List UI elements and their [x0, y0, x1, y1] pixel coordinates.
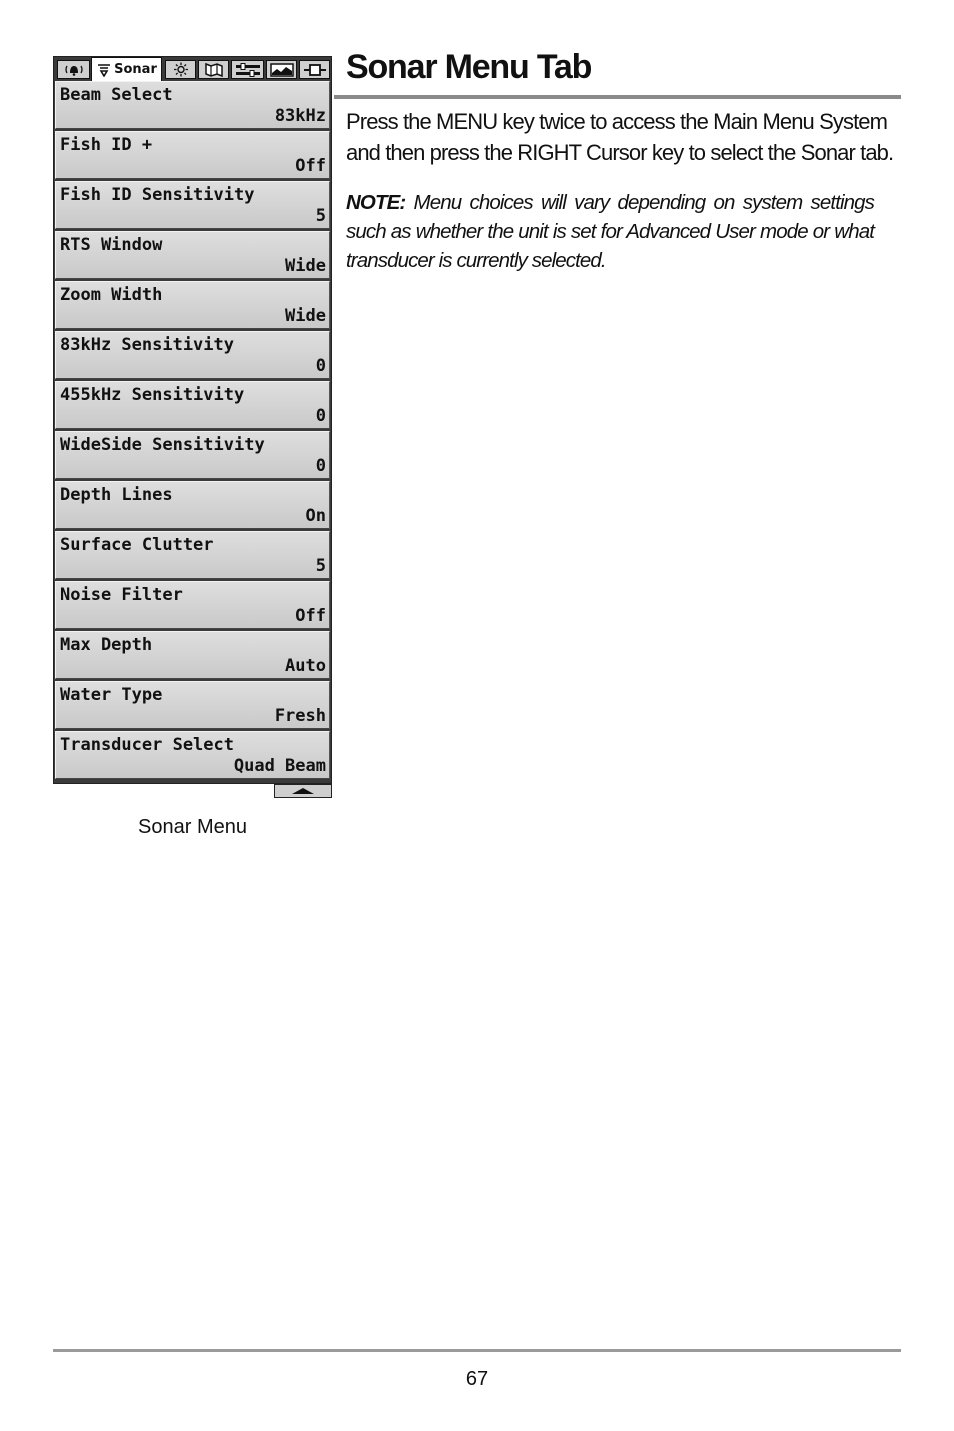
- menu-item-value: 0: [315, 356, 326, 376]
- tab-setup[interactable]: [231, 60, 264, 79]
- footer-divider: [53, 1349, 901, 1352]
- sonar-menu-panel: [53, 56, 332, 784]
- menu-item-label: Depth Lines: [60, 485, 173, 505]
- tab-sonar-label: Sonar: [114, 62, 157, 77]
- menu-item-value: 5: [315, 206, 326, 226]
- menu-item-value: 5: [315, 556, 326, 576]
- menu-item-value: Off: [295, 156, 326, 176]
- menu-item-fish-id-sensitivity[interactable]: [55, 181, 330, 229]
- menu-item-value: Fresh: [274, 706, 326, 726]
- menu-item-wideside-sensitivity[interactable]: [55, 431, 330, 479]
- note-label: NOTE:: [346, 191, 406, 214]
- setup-icon: [235, 63, 261, 77]
- menu-item-label: Transducer Select: [60, 735, 234, 755]
- menu-item-value: Off: [295, 606, 326, 626]
- menu-item-beam-select[interactable]: [55, 81, 330, 129]
- menu-item-value: On: [305, 506, 326, 526]
- navigation-icon: [204, 63, 224, 77]
- intro-paragraph: Press the MENU key twice to access the Main Menu System and then press the RIGHT Cursor key to select the Sonar tab.: [346, 109, 894, 165]
- scroll-up-arrow-icon: [292, 788, 314, 794]
- menu-item-value: Auto: [285, 656, 326, 676]
- menu-item-label: Fish ID +: [60, 135, 153, 155]
- menu-item-label: Fish ID Sensitivity: [60, 185, 255, 205]
- menu-item-label: Max Depth: [60, 635, 153, 655]
- menu-item-fish-id-plus[interactable]: [55, 131, 330, 179]
- accessories-icon: [303, 63, 327, 77]
- tab-views[interactable]: [266, 60, 297, 79]
- menu-item-value: Wide: [285, 306, 326, 326]
- menu-item-zoom-width[interactable]: [55, 281, 330, 329]
- note-paragraph: [346, 188, 874, 275]
- scroll-up-button[interactable]: [274, 784, 332, 798]
- figure-caption: Sonar Menu: [138, 816, 247, 838]
- menu-item-water-type[interactable]: [55, 681, 330, 729]
- menu-item-list: [53, 81, 332, 784]
- page-number: 67: [465, 1368, 489, 1390]
- heading-divider: [334, 95, 901, 99]
- menu-item-label: Noise Filter: [60, 585, 183, 605]
- menu-item-label: RTS Window: [60, 235, 163, 255]
- tab-accessories[interactable]: [299, 60, 330, 79]
- menu-item-label: Beam Select: [60, 85, 173, 105]
- menu-item-label: 455kHz Sensitivity: [60, 385, 245, 405]
- alarm-icon: [62, 63, 86, 76]
- menu-item-label: Water Type: [60, 685, 163, 705]
- menu-item-label: Zoom Width: [60, 285, 163, 305]
- menu-item-83khz-sensitivity[interactable]: [55, 331, 330, 379]
- menu-tab-bar: [53, 56, 332, 81]
- menu-item-value: Wide: [285, 256, 326, 276]
- tab-alarms[interactable]: [57, 60, 90, 79]
- section-heading: Sonar Menu Tab: [346, 48, 592, 86]
- views-icon: [270, 63, 294, 77]
- menu-item-transducer-select[interactable]: [55, 731, 330, 779]
- tab-display[interactable]: [165, 60, 196, 79]
- menu-item-value: Quad Beam: [233, 756, 326, 776]
- note-text: Menu choices will vary depending on system settings such as whether the unit is set for Advanced User mode or what transducer is currently selected.: [346, 191, 874, 272]
- tab-sonar[interactable]: [91, 57, 162, 81]
- menu-item-noise-filter[interactable]: [55, 581, 330, 629]
- brightness-icon: [173, 62, 189, 77]
- menu-item-455khz-sensitivity[interactable]: [55, 381, 330, 429]
- menu-item-label: 83kHz Sensitivity: [60, 335, 234, 355]
- tab-navigation[interactable]: [198, 60, 229, 79]
- menu-item-rts-window[interactable]: [55, 231, 330, 279]
- menu-item-max-depth[interactable]: [55, 631, 330, 679]
- menu-item-value: 0: [315, 406, 326, 426]
- menu-item-surface-clutter[interactable]: [55, 531, 330, 579]
- menu-item-value: 0: [315, 456, 326, 476]
- menu-item-value: 83kHz: [274, 106, 326, 126]
- sonar-icon: [96, 63, 112, 77]
- menu-item-label: Surface Clutter: [60, 535, 214, 555]
- menu-item-depth-lines[interactable]: [55, 481, 330, 529]
- menu-item-label: WideSide Sensitivity: [60, 435, 265, 455]
